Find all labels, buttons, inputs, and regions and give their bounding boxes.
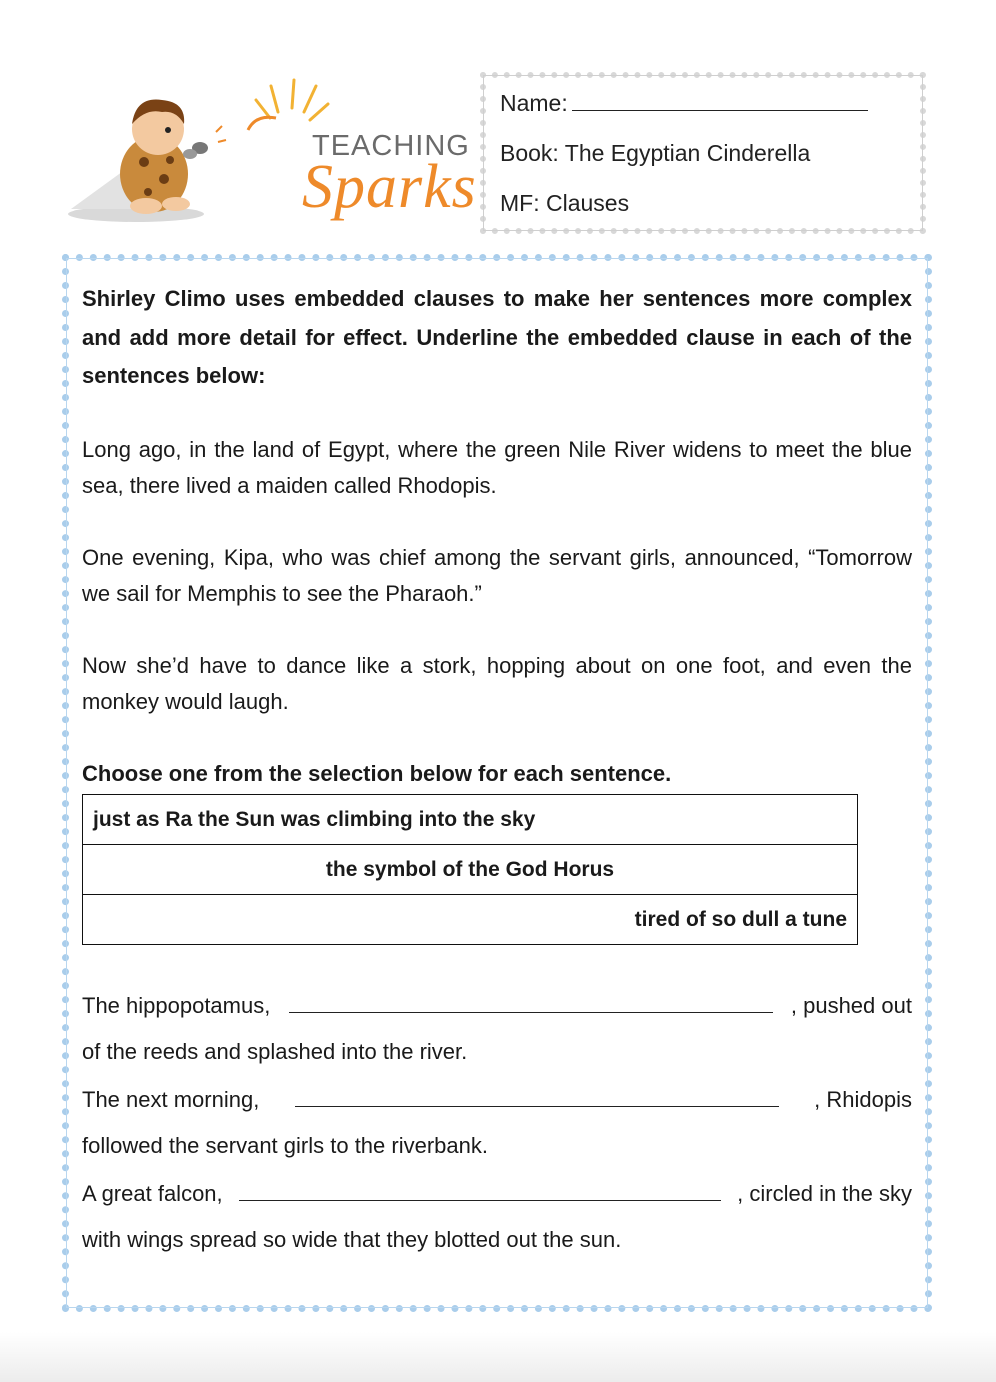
fill-1-continuation: of the reeds and splashed into the river. [82, 1039, 468, 1064]
page-bottom-shade [0, 1332, 996, 1382]
table-row [83, 845, 858, 895]
fill-sentence-1 [82, 992, 912, 1019]
sentence-1[interactable]: Long ago, in the land of Egypt, where the green Nile River widens to meet the blue sea, there lived a maiden called Rhodopis. [82, 437, 912, 498]
fill-sentence-3 [82, 1180, 912, 1207]
fill-2-blank[interactable] [295, 1086, 779, 1107]
instruction-text: Shirley Climo uses embedded clauses to make her sentences more complex and add more detail for effect. Underline the embedded clause in each of the sentences below: [82, 286, 912, 388]
fill-1-end: , pushed out [790, 993, 912, 1018]
table-row [83, 795, 858, 845]
fill-3-blank[interactable] [239, 1180, 721, 1201]
teaching-sparks-logo [66, 74, 477, 234]
logo-text-teaching: TEACHING [312, 130, 470, 162]
logo-text-sparks: Sparks [302, 153, 477, 221]
fill-3-end: , circled in the sky [737, 1181, 912, 1206]
fill-3-continuation: with wings spread so wide that they blotted out the sun. [82, 1227, 622, 1252]
sentence-3[interactable]: Now she’d have to dance like a stork, hopping about on one foot, and even the monkey would laugh. [82, 653, 912, 714]
fill-3-start: A great falcon, [82, 1181, 223, 1206]
choose-heading: Choose one from the selection below for each sentence. [82, 761, 672, 786]
fill-2-continuation: followed the servant girls to the riverbank. [82, 1133, 488, 1158]
book-title: Book: The Egyptian Cinderella [500, 140, 811, 166]
choice-1: just as Ra the Sun was climbing into the sky [83, 795, 858, 845]
choice-2: the symbol of the God Horus [83, 845, 858, 895]
choice-3: tired of so dull a tune [83, 895, 858, 945]
fill-2-end: , Rhidopis [814, 1087, 912, 1112]
name-line [500, 90, 868, 117]
fill-1-blank[interactable] [289, 992, 773, 1013]
choice-table [82, 794, 858, 945]
fill-sentence-2 [82, 1086, 912, 1113]
table-row [83, 895, 858, 945]
student-info-box [480, 72, 926, 234]
sentence-2[interactable]: One evening, Kipa, who was chief among the servant girls, announced, “Tomorrow we sail for Memphis to see the Pharaoh.” [82, 545, 912, 606]
name-blank[interactable] [572, 90, 868, 111]
fill-2-start: The next morning, [82, 1087, 260, 1112]
name-label: Name: [500, 90, 568, 116]
fill-1-start: The hippopotamus, [82, 993, 271, 1018]
mf-topic: MF: Clauses [500, 190, 630, 216]
